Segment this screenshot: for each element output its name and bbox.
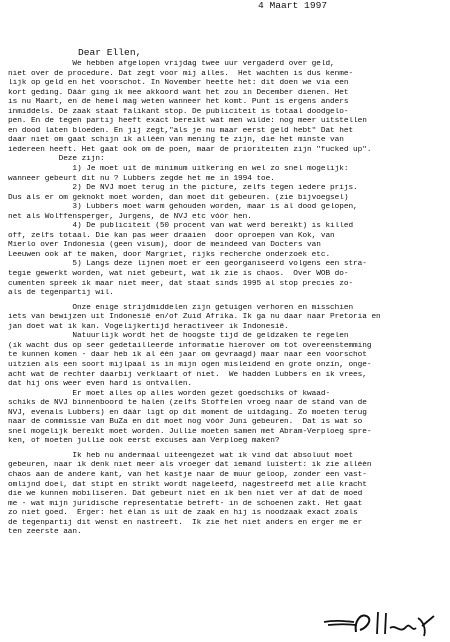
text-line: off, zelfs totaal. Die kan pas weer draaien door oproepen van Kok, van [8, 231, 335, 240]
text-line: naar de commissie van BuZa en dit moet nog vóór Juni gebeuren. Dat is wat so [8, 418, 363, 427]
text-line: Er moet alles op alles worden gezet goedschiks of kwaad- [8, 389, 331, 398]
text-line: schiks de NVJ binnenboord te halen (zelfs Stoffelen vroeg naar de stand van de [8, 399, 367, 408]
text-line: net als Wolffensperger, Jurgens, de NVJ etc vóór hen. [8, 212, 252, 221]
text-line: iets van bewijzen uit Indonesië en/of Zuid Afrika. Ik ga nu daar naar Pretoria en [8, 313, 381, 322]
text-line: te kunnen komen - daar heb ik al één jaar om gevraagd) maar naar een voorschot [8, 351, 367, 360]
handwritten-signature [320, 608, 438, 638]
text-line: kort geding. Dáár ging ik mee akkoord want het zou in December dienen. Het [8, 88, 349, 97]
text-line: Mierlo over Indonesia (geen visum), door de meindeed van Docters van [8, 241, 321, 250]
text-line: me - wat mijn juridische representatie betreft- in de schoenen zakt. Het gaat [8, 499, 363, 508]
text-line: 5) Langs deze lijnen moet er een georganiseerd volgens een stra- [8, 260, 367, 269]
text-line: Leeuwen ook af te maken, door Margriet, rijks recherche onderzoek etc. [8, 250, 331, 259]
text-line: is nu Maart, en de hemel mag weten wanneer het komt. Punt is ergens anders [8, 98, 349, 107]
text-line: cumenten spreek ik maar niet meer, dat staat sinds 1995 al stop precies zo- [8, 279, 354, 288]
text-line: dat hij ons weer even hard is ontvallen. [8, 380, 193, 389]
text-line: snel mogelijk bereikt moet worden. Jullie moeten samen met Abram-Verploeg spre- [8, 427, 372, 436]
text-line: daar niet om gaat schijn ik alléén van mening te zijn, die het minste van [8, 136, 344, 145]
text-line: niet over de procedure. Dat zegt voor mij alles. Het wachten is dus kenme- [8, 69, 354, 78]
text-line: als de tegenpartij wil. [8, 289, 114, 298]
text-line: Deze zijn: [8, 155, 105, 164]
text-line: wanneer gebeurt dit nu ? Lubbers zegde het me in 1994 toe. [8, 174, 275, 183]
letter-date: 4 Maart 1997 [258, 0, 328, 11]
text-line: jan doet wat ik kan. Vogelijkertijd heractiveer ik Indonesië. [8, 322, 289, 331]
text-line: ten zeerste aan. [8, 528, 82, 537]
text-line: We hebben afgelopen vrijdag twee uur vergaderd over geld, [8, 60, 335, 68]
letter-body [8, 60, 448, 538]
text-line: 1) Je moet uit de minimum uitkering en wel zo snel mogelijk: [8, 165, 349, 174]
text-line: tegie gewerkt worden, wat niet gebeurt, wat ik zie is chaos. Over WOB do- [8, 270, 349, 279]
text-line: gebeuren, naar ik denk niet meer als vroeger dat iemand luistert: ik zie alléén [8, 461, 372, 470]
text-line: Dus als er om geknokt moet worden, dan moet dit gebeuren. (zie bijvoegsel) [8, 193, 349, 202]
text-line: 4) De publiciteit (50 procent van wat werd bereikt) is killed [8, 222, 354, 231]
signature-icon [320, 608, 438, 638]
text-line: die we kunnen mobiliseren. Dat gebeurt niet en ik ben niet ver af dat de moed [8, 490, 363, 499]
text-line: acht wat de rechter daarbij verklaart of niet. We hadden Lubbers en ik vrees, [8, 370, 367, 379]
text-line: lijk op geld en het voorschot. In November heette het: dit doen we via een [8, 79, 349, 88]
text-line: 3) Lubbers moet warm gehouden worden, maar is al dood gelopen, [8, 203, 358, 212]
text-line: en dood laten bloeden. En jij zegt,"als je nu maar eerst geld hebt" Dat het [8, 126, 354, 135]
text-line: inmiddels. De zaak staat falikant stop. De publiciteit is totaal doodgelo- [8, 107, 349, 116]
text-line: chaos aan de andere kant, van het kastje naar de muur geloop, zonder een vast- [8, 470, 367, 479]
text-line: (ik wacht dus op seer gedetailleerde informatie hierover om tot overeenstemming [8, 341, 372, 350]
text-line: ken, of moeten jullie ook eerst excuses aan Verploeg maken? [8, 437, 280, 446]
salutation: Dear Ellen, [78, 47, 142, 58]
text-line: Natuurlijk wordt het de hoogste tijd de geldzaken te regelen [8, 332, 349, 341]
text-line: 2) De NVJ moet terug in the picture, zelfs tegen iedere prijs. [8, 184, 358, 193]
text-line: NVJ, evenals Lubbers) en dáár ligt op dit moment de uitdaging. Zo moeten terug [8, 408, 367, 417]
text-line: iedereen heeft. Het gaat ook om de poen, maar de prioriteiten zijn "fucked up". [8, 145, 372, 154]
text-line: Onze enige strijdmiddelen zijn getuigen verhoren en misschien [8, 303, 354, 312]
text-line: uitzien als een soort mijlpaal is in mijn ogen misleidend en grote onzin, onge- [8, 360, 372, 369]
text-line: omlijnd doel, dat stipt en strikt wordt nageleefd, nagestreefd met alle kracht [8, 480, 367, 489]
text-line: pen. En de tegen partij heeft exact bereikt wat men wilde: nog meer uitstellen [8, 117, 367, 126]
text-line: zo niet goed. Erger: het élan is uit de zaak en hij is noodzaak exact zoals [8, 509, 358, 518]
text-line: Ik heb nu andermaal uiteengezet wat ik vind dat absoluut moet [8, 451, 354, 460]
text-line: de tegenpartij dit wenst en nastreeft. Ik zie het niet anders en erger me er [8, 518, 363, 527]
